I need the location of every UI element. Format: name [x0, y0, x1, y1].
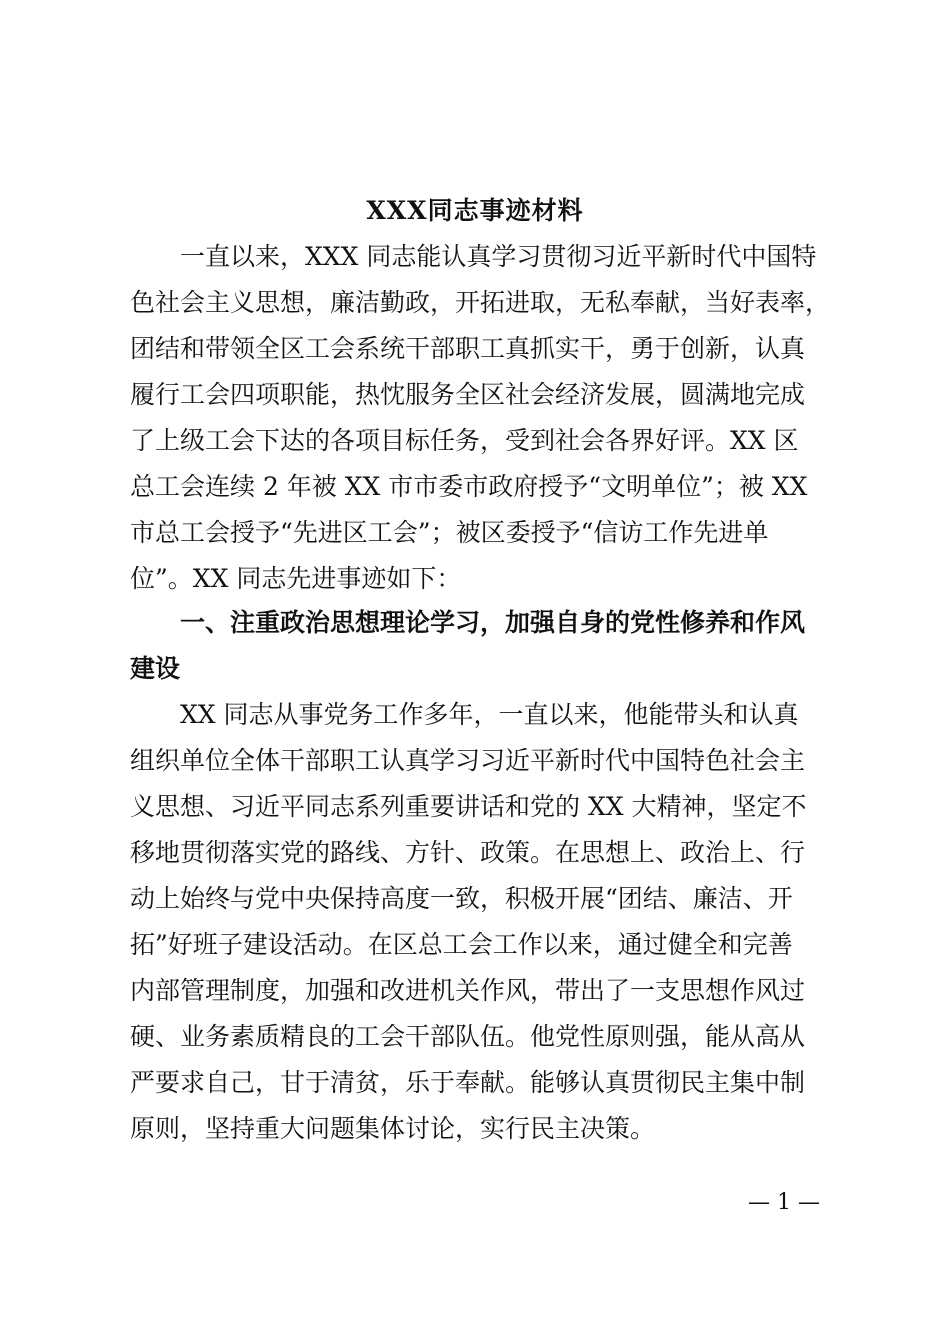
- text-line: 组织单位全体干部职工认真学习习近平新时代中国特色社会主: [130, 746, 806, 775]
- text-line: 硬、业务素质精良的工会干部队伍。他党性原则强，能从高从: [130, 1022, 806, 1051]
- page-number: — 1 —: [748, 1190, 820, 1215]
- section-body-paragraph: [130, 692, 830, 1152]
- text-line: 移地贯彻落实党的路线、方针、政策。在思想上、政治上、行: [130, 838, 806, 867]
- text-line: 团结和带领全区工会系统干部职工真抓实干，勇于创新，认真: [130, 334, 806, 363]
- text-line: 色社会主义思想，廉洁勤政，开拓进取，无私奉献，当好表率，: [130, 288, 831, 317]
- text-line: 原则，坚持重大问题集体讨论，实行民主决策。: [130, 1114, 656, 1143]
- document-title: XXX同志事迹材料: [366, 196, 584, 225]
- intro-paragraph: [130, 234, 830, 602]
- text-line: 一直以来，XXX 同志能认真学习贯彻习近平新时代中国特: [180, 242, 817, 271]
- text-line: 市总工会授予“先进区工会”；被区委授予“信访工作先进单: [130, 518, 769, 547]
- text-line: 总工会连续 2 年被 XX 市市委市政府授予“文明单位”；被 XX: [130, 472, 808, 501]
- text-line: XX 同志从事党务工作多年，一直以来，他能带头和认真: [180, 700, 799, 729]
- text-line: 动上始终与党中央保持高度一致，积极开展“团结、廉洁、开: [130, 884, 793, 913]
- text-line: 位”。XX 同志先进事迹如下：: [130, 564, 462, 593]
- text-line: 拓”好班子建设活动。在区总工会工作以来，通过健全和完善: [130, 930, 793, 959]
- heading-line: 一、注重政治思想理论学习，加强自身的党性修养和作风: [180, 608, 806, 637]
- text-line: 义思想、习近平同志系列重要讲话和党的 XX 大精神，坚定不: [130, 792, 807, 821]
- text-line: 履行工会四项职能，热忱服务全区社会经济发展，圆满地完成: [130, 380, 806, 409]
- heading-line: 建设: [130, 654, 181, 683]
- section-heading: [130, 600, 830, 692]
- text-line: 严要求自己，甘于清贫，乐于奉献。能够认真贯彻民主集中制: [130, 1068, 806, 1097]
- text-line: 了上级工会下达的各项目标任务，受到社会各界好评。XX 区: [130, 426, 799, 455]
- text-line: 内部管理制度，加强和改进机关作风，带出了一支思想作风过: [130, 976, 806, 1005]
